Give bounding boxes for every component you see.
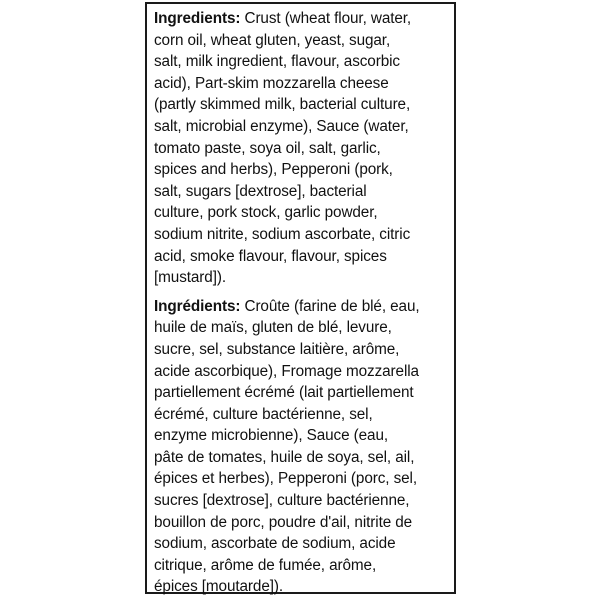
ingredients-french-line: pâte de tomates, huile de soya, sel, ail, (154, 448, 415, 466)
ingredients-english-line: [mustard]). (154, 269, 227, 287)
ingredients-english-line: acid, smoke flavour, flavour, spices (154, 247, 387, 265)
ingredients-french-line: écrémé, culture bactérienne, sel, (154, 405, 373, 423)
ingredients-french-line: sucre, sel, substance laitière, arôme, (154, 340, 400, 358)
ingredients-english-line: spices and herbs), Pepperoni (pork, (154, 161, 393, 179)
ingredients-english-line: salt, milk ingredient, flavour, ascorbic (154, 53, 400, 71)
ingredients-english-line-1 (154, 8, 448, 30)
ingredients-english-line: tomato paste, soya oil, salt, garlic, (154, 139, 381, 157)
ingredients-french-heading: Ingrédients: (154, 297, 241, 315)
ingredients-french-line-1 (154, 296, 448, 318)
ingredients-english-line: salt, sugars [dextrose], bacterial (154, 182, 367, 200)
ingredients-english-line: sodium nitrite, sodium ascorbate, citric (154, 225, 411, 243)
ingredients-english-line: (partly skimmed milk, bacterial culture, (154, 96, 411, 114)
ingredients-english-line: acid), Part-skim mozzarella cheese (154, 74, 389, 92)
ingredients-english-text: Crust (wheat flour, water, (240, 10, 412, 27)
ingredients-english-heading: Ingredients: (154, 10, 241, 27)
ingredients-french-line: huile de maïs, gluten de blé, levure, (154, 319, 392, 337)
ingredients-french-line: épices [moutarde]). (154, 578, 284, 596)
ingredients-french-line: citrique, arôme de fumée, arôme, (154, 556, 377, 574)
ingredients-french-line: sucres [dextrose], culture bactérienne, (154, 492, 410, 510)
ingredients-french-line: épices et herbes), Pepperoni (porc, sel, (154, 470, 417, 488)
ingredients-french-line: partiellement écrémé (lait partiellement (154, 384, 414, 402)
ingredients-french-text: Croûte (farine de blé, eau, (240, 297, 420, 315)
ingredients-english-line: salt, microbial enzyme), Sauce (water, (154, 117, 409, 135)
ingredients-french-line: bouillon de porc, poudre d'ail, nitrite de (154, 513, 413, 531)
ingredients-english-line: culture, pork stock, garlic powder, (154, 204, 378, 222)
ingredients-french-line: sodium, ascorbate de sodium, acide (154, 535, 396, 553)
ingredients-french-line: enzyme microbienne), Sauce (eau, (154, 427, 389, 445)
ingredients-french-line: acide ascorbique), Fromage mozzarella (154, 362, 419, 380)
ingredients-english-line: corn oil, wheat gluten, yeast, sugar, (154, 31, 391, 49)
ingredients-english (154, 8, 448, 289)
ingredients-french (154, 296, 448, 598)
ingredients-panel (145, 2, 456, 594)
